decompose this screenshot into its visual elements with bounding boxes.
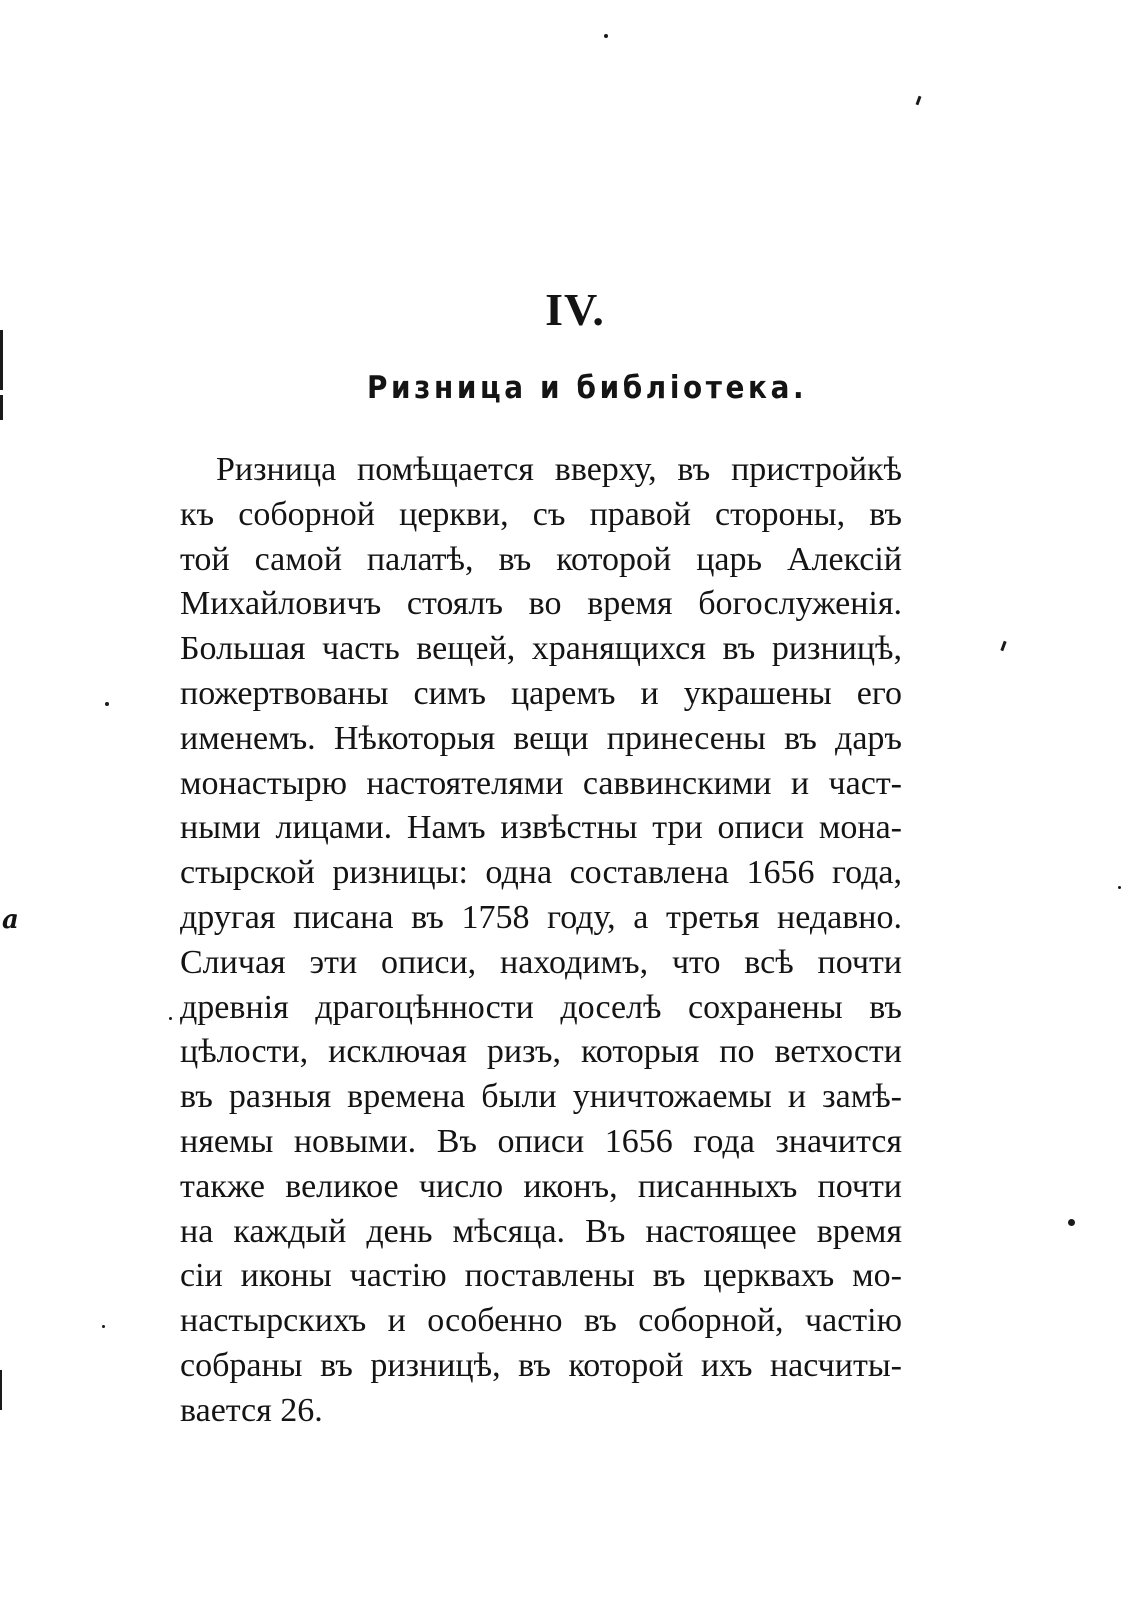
text-line: ными лицами. Намъ извѣстны три описи мона- [180, 809, 902, 847]
scan-speck [1118, 886, 1121, 889]
text-line: также великое число иконъ, писанныхъ почти [180, 1167, 902, 1205]
text-line: Сличая эти описи, находимъ, что всѣ почти [180, 943, 902, 981]
left-edge-mark [0, 330, 3, 390]
text-line: собраны въ ризницѣ, въ которой ихъ насчиты- [180, 1346, 902, 1384]
paragraph [180, 448, 902, 1434]
scan-speck [916, 96, 922, 105]
text-line: именемъ. Нѣкоторыя вещи принесены въ даръ [180, 719, 902, 757]
text-line: Михайловичъ стоялъ во время богослуженія. [180, 585, 902, 623]
text-line: настырскихъ и особенно въ соборной, частію [180, 1302, 902, 1340]
text-line: Ризница помѣщается вверху, въ пристройкѣ [216, 451, 902, 488]
chapter-number: IV. [545, 284, 605, 335]
text-line: пожертвованы симъ царемъ и украшены его [180, 674, 902, 712]
scan-speck [105, 702, 109, 706]
margin-glyph: a [2, 905, 19, 935]
text-line: цѣлости, исключая ризъ, которыя по ветхости [180, 1033, 902, 1071]
text-line: другая писана въ 1758 году, а третья недавно. [180, 898, 902, 936]
scan-speck [604, 34, 608, 38]
text-line: Большая часть вещей, хранящихся въ ризницѣ, [180, 630, 902, 668]
text-line: вается 26. [180, 1391, 323, 1429]
text-line: няемы новыми. Въ описи 1656 года значится [180, 1122, 902, 1160]
left-edge-mark [0, 395, 3, 420]
scan-speck [169, 1017, 172, 1020]
chapter-title: Ризница и библіотека. [366, 370, 808, 406]
scan-speck [102, 1325, 105, 1328]
text-line: монастырю настоятелями саввинскими и част- [180, 764, 902, 802]
text-line: къ соборной церкви, съ правой стороны, въ [180, 495, 902, 533]
scan-speck [1000, 641, 1006, 651]
text-line: на каждый день мѣсяца. Въ настоящее время [180, 1212, 902, 1250]
text-line: древнія драгоцѣнности доселѣ сохранены въ [180, 988, 902, 1026]
scan-speck [1068, 1219, 1075, 1226]
text-line: стырской ризницы: одна составлена 1656 года, [180, 854, 902, 892]
text-line: сіи иконы частію поставлены въ церквахъ мо- [180, 1257, 902, 1295]
text-line: той самой палатѣ, въ которой царь Алексій [180, 540, 902, 578]
left-edge-mark [0, 1370, 2, 1410]
text-line: въ разныя времена были уничтожаемы и замѣ- [180, 1078, 902, 1116]
